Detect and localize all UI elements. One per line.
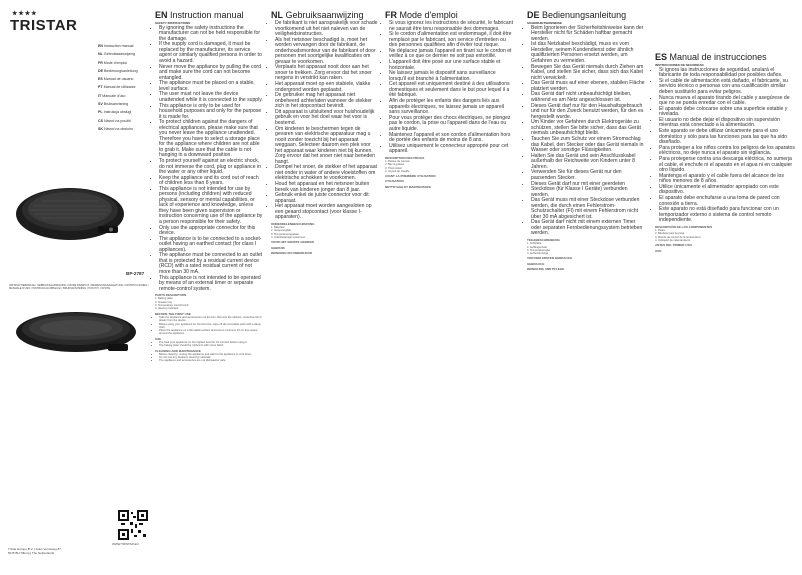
subheading-before-nl: VOOR HET EERSTE GEBRUIK [271,240,315,245]
section-dutch [271,10,378,255]
list-item: • Ne laissez jamais le dispositif sans surveillance lorsqu'il est branché à l'alimentation. [389,71,513,82]
subheading-safety-de: SICHERHEITSHINWEISE [527,21,563,25]
language-code: NL [98,52,103,57]
model-number: BP-2787 [126,271,145,276]
company-address: Tristar Europe B.V. | Jules Verneweg 87 5015 BH Tilburg | The Netherlands [8,547,61,555]
list-item: • Verplaats het apparaat nooit door aan het snoer te trekken. Zorg ervoor dat het snoer nergens in verstrikt kan raken. [275,65,378,82]
subheading-safety-en: SAFETY INSTRUCTIONS [155,21,191,25]
list-item: • Das Gerät darf nicht unbeaufsichtigt bleiben, während es am Netz angeschlossen ist. [531,92,647,103]
section-title-en: Instruction manual [170,10,244,20]
safety-list-es [655,68,795,224]
language-label: Instrukcja obsługi [102,110,132,115]
list-item: • The appliance and accessories are not dishwasher safe. [159,359,264,362]
subheading-before-fr: AVANT LA PREMIÈRE UTILISATION [385,174,436,179]
language-entry [98,108,154,116]
language-code: PL [98,110,103,115]
list-item: • Si ignora las instrucciones de seguridad, anulará el fabricante de toda responsabilidad por posibles daños. [659,68,795,79]
list-item: • Keep the appliance and its cord out of reach of children less than 8 years. [159,176,264,187]
language-list [98,42,154,133]
list-item: 4. Indicador de calentamiento [655,238,691,242]
safety-list-nl [271,21,378,221]
language-code: EN [98,44,103,48]
logo-stars-icon: ★★★★ [12,11,38,17]
list-item: • Before cleaning, unplug the appliance and wait for the appliance to cool down. [159,353,264,356]
subheading-use-es: USO [655,248,662,253]
list-item: • Pour vous protéger des chocs électriques, ne plongez pas le cordon, la prise ou l'appareil dans de l'eau ou autre liquide. [389,116,513,133]
list-item: • Si vous ignorez les instructions de sécurité, le fabricant ne saurait être tenu responsable des dommages. [389,21,513,32]
list-item: 3. Mando de control de la temperatura [655,235,701,239]
lang-code-es: ES [655,52,668,62]
list-item: • Para proteger a los niños contra los peligros de los aparatos eléctricos, no deje nunca el aparato sin vigilancia. [659,146,795,157]
list-item: • Tauchen Sie zum Schutz vor einem Stromschlag das Kabel, den Stecker oder das Gerät niemals in Wasser oder sonstige Flüssigkeiten. [531,137,647,154]
section-heading-fr [385,10,513,20]
list-item: • De gebruiker mag het apparaat niet onbeheerd achterlaten wanneer de stekker zich in het stopcontact bevindt. [275,93,378,110]
list-item: • Si el cable de alimentación está dañado, el fabricante, su servicio técnico o personas con una cualificación similar deben sustituirlo para evitar peligros. [659,79,795,96]
usage-text-es [655,226,795,253]
lang-code-de: DE [527,10,540,20]
subheading-before-es: ANTES DEL PRIMER USO [655,243,692,248]
language-entry [98,59,154,67]
list-item: • Only use the appropriate connector for this device. [159,226,264,237]
list-item: • Als het netsnoer beschadigd is, moet het worden vervangen door de fabrikant, de onderhoudsmonteur van de fabrikant of door personen met soortgelijke kwalificaties om gevaar te voorkomen. [275,38,378,66]
list-item: • El usuario no debe dejar el dispositivo sin supervisión mientras está conectado a la alimentación. [659,118,795,129]
list-item: • Nunca mueva el aparato tirando del cable y asegúrese de que no se pueda enredar con el cable. [659,96,795,107]
list-item: • This appliance is not intended to be operated by means of an external timer or separate remote-control system. [159,276,264,293]
list-item: • Beim Ignorieren der Sicherheitshinweise kann der Hersteller nicht für Schäden haftbar gemacht werden. [531,26,647,43]
list-item: 1. Bakplaat [271,226,285,230]
language-code: SK [98,126,103,131]
product-image-top [12,170,128,250]
subheading-clean-en: CLEANING AND MAINTENANCE [155,348,201,353]
language-entry [98,92,154,100]
language-entry [98,83,154,91]
language-code: ES [98,77,103,82]
section-heading-de [527,10,647,20]
list-item: • El aparato debe colocarse sobre una superficie estable y nivelada. [659,107,795,118]
section-french [385,10,513,189]
list-item: • Dit apparaat is uitsluitend voor huishoudelijk gebruik en voor het doel waar het voor is bestemd. [275,110,378,127]
subheading-parts-es: DESCRIPCIÓN DE LOS COMPONENTES [655,224,713,229]
list-item: • Take the appliance and accessories out the box. Remove the stickers, protective foil or plastic from the device. [159,316,264,323]
language-label: Manuale d'uso [101,93,126,98]
language-entry [98,125,154,133]
language-label: Instruction manual [103,44,134,48]
language-entry [98,100,154,108]
list-item: • Gebruik enkel de juiste connector voor dit apparaat. [275,193,378,204]
language-entry [98,117,154,125]
list-item: 3. Temperatuurregelaar [271,232,299,236]
language-code: DE [98,68,103,73]
list-item: • The user must not leave the device unattended while it is connected to the supply. [159,92,264,103]
language-code: IT [98,93,102,98]
list-item: • Place the appliance on a flat stable surface and ensure minimum 10 cm free space around the appliance. [159,329,264,336]
list-item: • Om kinderen te beschermen tegen de gevaren van elektrische apparatuur mag u nooit zonder toezicht bij het apparaat weggaan. Selecteer daarom een plek voor het apparaat waar kinderen niet bij kunnen. Zorg ervoor dat het snoer niet naar beneden hangt. [275,127,378,166]
list-item: 4. Aufheizanzeige [527,252,549,256]
list-item: 1. Grillplatte [527,242,542,246]
brand-logo [10,10,77,34]
list-item: 2. Bac à graisse [385,163,405,167]
language-entry [98,42,154,50]
list-item: • Dieses Gerät darf nur für den Haushaltsgebrauch und nur für den Zweck benutzt werden, für den es hergestellt wurde. [531,104,647,121]
subheading-clean-nl: REINIGING EN ONDERHOUD [271,250,313,255]
section-spanish [655,10,795,253]
subheading-parts-en: PARTS DESCRIPTION [155,293,187,298]
section-title-de: Bedienungsanleitung [542,10,627,20]
list-item: • Este aparato no está diseñado para funcionar con un temporizador externo o sistema de control remoto independiente. [659,207,795,224]
list-item: • Este aparato se debe utilizar únicamente para el uso doméstico y sólo para las funciones para las que ha sido diseñado. [659,129,795,146]
qr-code-icon [118,510,148,540]
list-item: • Das Gerät muss auf einer ebenen, stabilen Fläche platziert werden. [531,81,647,92]
list-item: • Ne déplacez jamais l'appareil en tirant sur le cordon et veillez à ce que ce dernier ne soit pas entortillé. [389,49,513,60]
language-label: Návod na použití [103,118,131,123]
list-item: • Dieses Gerät darf nur mit einer geerdeten Steckdose (für Klasse I Geräte) verbunden werden. [531,182,647,199]
list-item: • This appliance is not intended for use by persons (including children) with reduced physical, sensory or mental capabilities, or lack of experience and knowledge, unless they have been given supervision or instruction concerning use of the appliance by a person responsible for their safety. [159,187,264,226]
list-item: • L'appareil doit être posé sur une surface stable et horizontale. [389,60,513,71]
list-item: 1. Placa [655,229,665,233]
language-label: Bedienungsanleitung [103,68,138,73]
usage-text-en [155,294,264,363]
subheading-clean-fr: NETTOYAGE ET MAINTENANCE [385,184,432,189]
section-heading-es [655,52,795,62]
lang-code-fr: FR [385,10,397,20]
product-image-bottom [14,300,138,360]
list-item: • Het apparaat moet worden aangesloten op een geaard stopcontact (voor klasse I-apparaten). [275,204,378,221]
section-heading-en [155,10,264,20]
lang-code-nl: NL [271,10,283,20]
list-item: • Bewegen Sie das Gerät niemals durch Ziehen am Kabel, und stellen Sie sicher, dass sich das Kabel nicht verwickelt. [531,65,647,82]
list-item: 1. Plaque de cuisson [385,159,410,163]
language-code: SV [98,102,103,107]
section-heading-nl [271,10,378,20]
language-code: FR [98,60,103,65]
section-english [155,10,264,363]
subheading-clean-de: REINIGUNG UND PFLEGE [527,267,565,272]
list-item: 2. Bandeja para la grasa [655,232,685,236]
language-entry [98,67,154,75]
list-item: • Cet appareil est uniquement destiné à des utilisations domestiques et seulement dans le but pour lequel il a été fabriqué. [389,82,513,99]
safety-list-en [155,26,264,292]
list-item: • The appliance must be connected to an outlet that is protected by a residual current device (RCD) with a rated residual current of not more than 30 mA. [159,253,264,275]
subheading-parts-de: TEILEBESCHREIBUNG [527,237,560,242]
usage-text-de [527,239,647,271]
list-item: • The baking plate should be rubbed in with some fat/oil. [159,344,264,347]
list-item: • To protect yourself against an electric shock, do not immerse the cord, plug or appliance in the water or any other liquid. [159,159,264,176]
list-item: • Para protegerse contra una descarga eléctrica, no sumerja el cable, el enchufe ni el aparato en el agua ni en cualquier otro líquido. [659,157,795,174]
cover-language-strip: INSTRUCTIEBOEKJE / GEBRUIKSAANWIJZING / MODE D'EMPLOI / BEDIENUNGSANLEITUNG / INSTRUCCIONES / MANUALE D'USO / INSTRUKCJA OBSŁUGI / BRUKSANVISNING / POKYNY / UPUTE [9,284,149,291]
list-item: • Het apparaat moet op een stabiele, vlakke ondergrond worden geplaatst. [275,82,378,93]
list-item: 2. Grease tray [155,300,173,304]
list-item: • Halten Sie das Gerät und sein Anschlusskabel außerhalb der Reichweite von Kindern unter 8 Jahren. [531,154,647,171]
list-item: • Pre-heat your appliance on the highest level for 10 minutes before using it. [159,341,264,344]
safety-list-fr [385,21,513,155]
list-item: 2. Auffangschale [527,245,547,249]
website-label: WWW.TRISTAR.EU [112,542,139,546]
language-code: CS [98,118,103,123]
list-item: • This appliance is only to be used for household purposes and only for the purpose it is made for. [159,104,264,121]
language-label: Manual de usuario [102,77,134,82]
subheading-use-en: USE [155,336,162,341]
subheading-use-fr: UTILISATION [385,179,404,184]
list-item: • Do not use any abrasive cleaning materials. [159,356,264,359]
subheading-parts-nl: ONDERDELENBESCHRIJVING [271,221,315,226]
language-label: Bruksanvisning [102,102,129,107]
list-item: • De fabrikant is niet aansprakelijk voor schade voortkomend uit het niet naleven van de veiligheidsinstructies. [275,21,378,38]
subheading-before-de: VOR DEM ERSTEN GEBRAUCH [527,256,573,261]
list-item: 4. Voyant de chauffe [385,169,410,173]
list-item: 4. Heat-up indicator [155,307,179,311]
list-item: 1. Baking plate [155,297,173,301]
section-german [527,10,647,271]
list-item: • Das Gerät muss mit einer Steckdose verbunden werden, die durch einen Fehlerstrom-Schutzschalter (FI) mit einem Fehlerstrom nicht über 30 mA abgesichert ist. [531,198,647,220]
language-label: Návod na obsluhu [103,126,133,131]
subheading-before-en: BEFORE THE FIRST USE [155,311,191,316]
lang-code-en: EN [155,10,168,20]
cover-page [0,0,154,575]
list-item: • El aparato debe enchufarse a una toma de pared con conexión a tierra. [659,196,795,207]
list-item: 3. Temperaturregler [527,248,551,252]
list-item: 3. Temperature control knob [155,304,189,308]
list-item: 3. Thermostat [385,166,402,170]
list-item: • Utilice únicamente el alimentador apropiado con este dispositivo. [659,185,795,196]
list-item: • Si le cordon d'alimentation est endommagé, il doit être remplacé par le fabricant, son service d'entretien ou des personnes qualifiées afin d'éviter tout risque. [389,32,513,49]
language-label: Manual de utilizador [102,85,136,90]
section-title-fr: Mode d'emploi [399,10,458,20]
language-label: Gebruiksaanwijzing [102,52,135,57]
list-item: • The appliance must be placed on a stable, level surface. [159,81,264,92]
list-item: 4. Indicatielampje opwarmen [271,236,306,240]
language-label: Mode d'emploi [102,60,128,65]
subheading-safety-es: INSTRUCCIONES DE SEGURIDAD [655,63,704,67]
list-item: • Ist das Netzkabel beschädigt, muss es vom Hersteller, seinem Kundendienst oder ähnlich qualifizierten Personen ersetzt werden, um Gefahren zu vermeiden. [531,42,647,64]
list-item: • Afin de protéger les enfants des dangers liés aux appareils électriques, ne laissez jamais un appareil sans surveillance. [389,99,513,116]
list-item: • The appliance is to be connected to a socket-outlet having an earthed contact (for class I appliances). [159,237,264,254]
section-title-nl: Gebruiksaanwijzing [285,10,364,20]
list-item: • By ignoring the safety instructions the manufacturer can not be held responsible for the damage. [159,26,264,43]
usage-text-nl [271,223,378,255]
list-item: • Utilisez uniquement le connecteur approprié pour cet appareil. [389,144,513,155]
list-item: • If the supply cord is damaged, it must be replaced by the manufacturer, its service agent or similarly qualified persons in order to avoid a hazard. [159,42,264,64]
list-item: • Never move the appliance by pulling the cord and make sure the cord can not become entangled. [159,65,264,82]
subheading-parts-fr: DESCRIPTION DES PIÈCES [385,155,425,160]
language-entry [98,50,154,58]
list-item: • Before using your appliance for the first time, wipe off all removable parts with a damp cloth. [159,323,264,330]
list-item: • Das Gerät darf nicht mit einem externen Timer oder separaten Fernbedienungssystem betrieben werden. [531,220,647,237]
safety-list-de [527,26,647,237]
list-item: • Verwenden Sie für dieses Gerät nur den passenden Stecker. [531,170,647,181]
language-code: PT [98,85,103,90]
list-item: • Um Kinder vor Gefahren durch Elektrogeräte zu schützen, stellen Sie bitte sicher, dass das Gerät niemals unbeaufsichtigt bleibt. [531,120,647,137]
list-item: • To protect children against the dangers of electrical appliances, please make sure that you never leave the appliance unattended. Therefore you have to select a storage place for the appliance where children are not able to grab it. Make sure that the cable is not hanging in a downward position. [159,120,264,159]
list-item: • Mantenga el aparato y el cable fuera del alcance de los niños menores de 8 años. [659,174,795,185]
list-item: • Houd het apparaat en het netsnoer buiten bereik van kinderen jonger dan 8 jaar. [275,182,378,193]
list-item: 2. Vetopvangbak [271,229,292,233]
list-item: • Dompel het snoer, de stekker of het apparaat niet onder in water of andere vloeistoffen om elektrische schokken te voorkomen. [275,165,378,182]
usage-text-fr [385,157,513,189]
list-item: • Maintenez l'appareil et son cordon d'alimentation hors de portée des enfants de moins de 8 ans. [389,133,513,144]
subheading-use-nl: GEBRUIK [271,245,285,250]
brand-name: TRISTAR [10,17,78,34]
language-entry [98,75,154,83]
subheading-use-de: GEBRAUCH [527,261,545,266]
section-title-es: Manual de instrucciones [669,52,767,62]
